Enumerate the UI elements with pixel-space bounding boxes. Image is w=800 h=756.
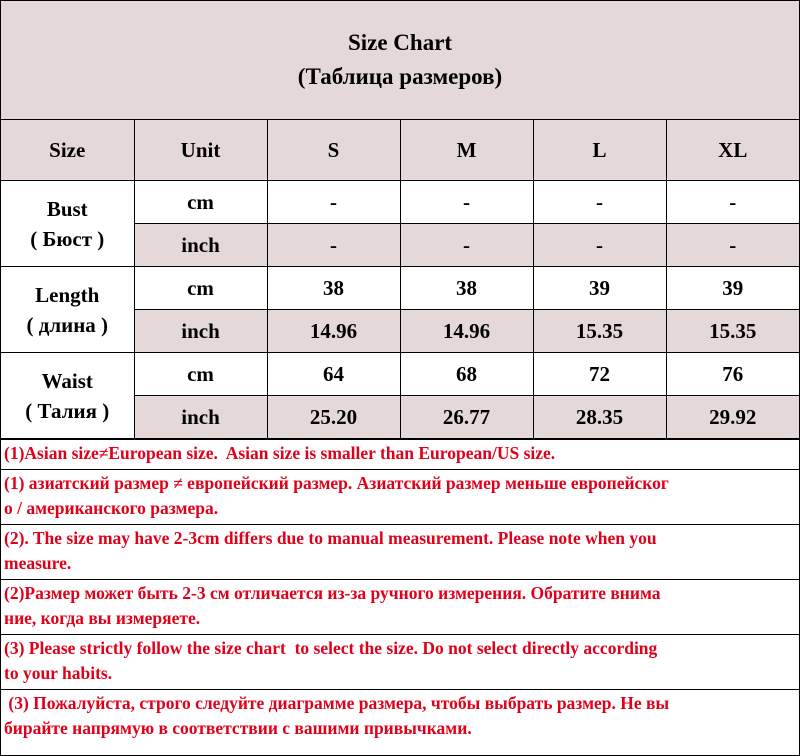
unit-cell: cm (134, 267, 267, 310)
value-cell: 14.96 (267, 310, 400, 353)
value-cell: 25.20 (267, 396, 400, 439)
measure-name: Length (35, 282, 100, 307)
header-m: M (400, 120, 533, 181)
chart-title (1, 1, 799, 120)
value-cell: 38 (400, 267, 533, 310)
value-cell: 29.92 (666, 396, 799, 439)
value-cell: 76 (666, 353, 799, 396)
title-english: Size Chart (347, 30, 453, 55)
value-cell: - (400, 224, 533, 267)
measure-length (1, 267, 134, 353)
value-cell: 14.96 (400, 310, 533, 353)
table-row (1, 267, 799, 310)
value-cell: - (267, 181, 400, 224)
value-cell: 15.35 (666, 310, 799, 353)
table-row (1, 181, 799, 224)
value-cell: 28.35 (533, 396, 666, 439)
measure-name: Waist (41, 368, 93, 393)
measure-name-ru: ( Талия ) (25, 398, 110, 423)
header-unit: Unit (134, 120, 267, 181)
value-cell: - (533, 224, 666, 267)
value-cell: 15.35 (533, 310, 666, 353)
value-cell: 64 (267, 353, 400, 396)
value-cell: - (666, 181, 799, 224)
value-cell: 72 (533, 353, 666, 396)
measure-waist (1, 353, 134, 439)
measure-name-ru: ( длина ) (26, 312, 109, 337)
header-s: S (267, 120, 400, 181)
note-asian-size-en: (1)Asian size≠European size. Asian size is smaller than European/US size. (1, 440, 799, 470)
unit-cell: inch (134, 396, 267, 439)
note-measurement-ru: (2)Размер может быть 2-3 см отличается из-за ручного измерения. Обратите внима ние, когда вы измеряете. (1, 580, 799, 635)
value-cell: - (267, 224, 400, 267)
title-russian: (Таблица размеров) (297, 64, 503, 89)
unit-cell: cm (134, 353, 267, 396)
unit-cell: cm (134, 181, 267, 224)
measure-name: Bust (46, 196, 88, 221)
value-cell: 26.77 (400, 396, 533, 439)
header-row (1, 120, 799, 181)
value-cell: 39 (533, 267, 666, 310)
note-measurement-en: (2). The size may have 2-3cm differs due to manual measurement. Please note when you measure. (1, 525, 799, 580)
header-size: Size (1, 120, 134, 181)
unit-cell: inch (134, 310, 267, 353)
measure-name-ru: ( Бюст ) (30, 226, 105, 251)
value-cell: 68 (400, 353, 533, 396)
measure-bust (1, 181, 134, 267)
note-follow-chart-en: (3) Please strictly follow the size chart to select the size. Do not select directly according to your habits. (1, 635, 799, 690)
value-cell: 38 (267, 267, 400, 310)
table-row (1, 353, 799, 396)
value-cell: - (400, 181, 533, 224)
unit-cell: inch (134, 224, 267, 267)
note-follow-chart-ru: (3) Пожалуйста, строго следуйте диаграмме размера, чтобы выбрать размер. Не вы бирайте напрямую в соответствии с вашими привычками. (4, 692, 670, 738)
size-notes (1, 439, 799, 744)
note-asian-size-ru: (1) азиатский размер ≠ европейский размер. Азиатский размер меньше европейског о / американского размера. (1, 470, 799, 525)
size-table (1, 120, 799, 439)
header-l: L (533, 120, 666, 181)
value-cell: - (533, 181, 666, 224)
header-xl: XL (666, 120, 799, 181)
value-cell: - (666, 224, 799, 267)
value-cell: 39 (666, 267, 799, 310)
